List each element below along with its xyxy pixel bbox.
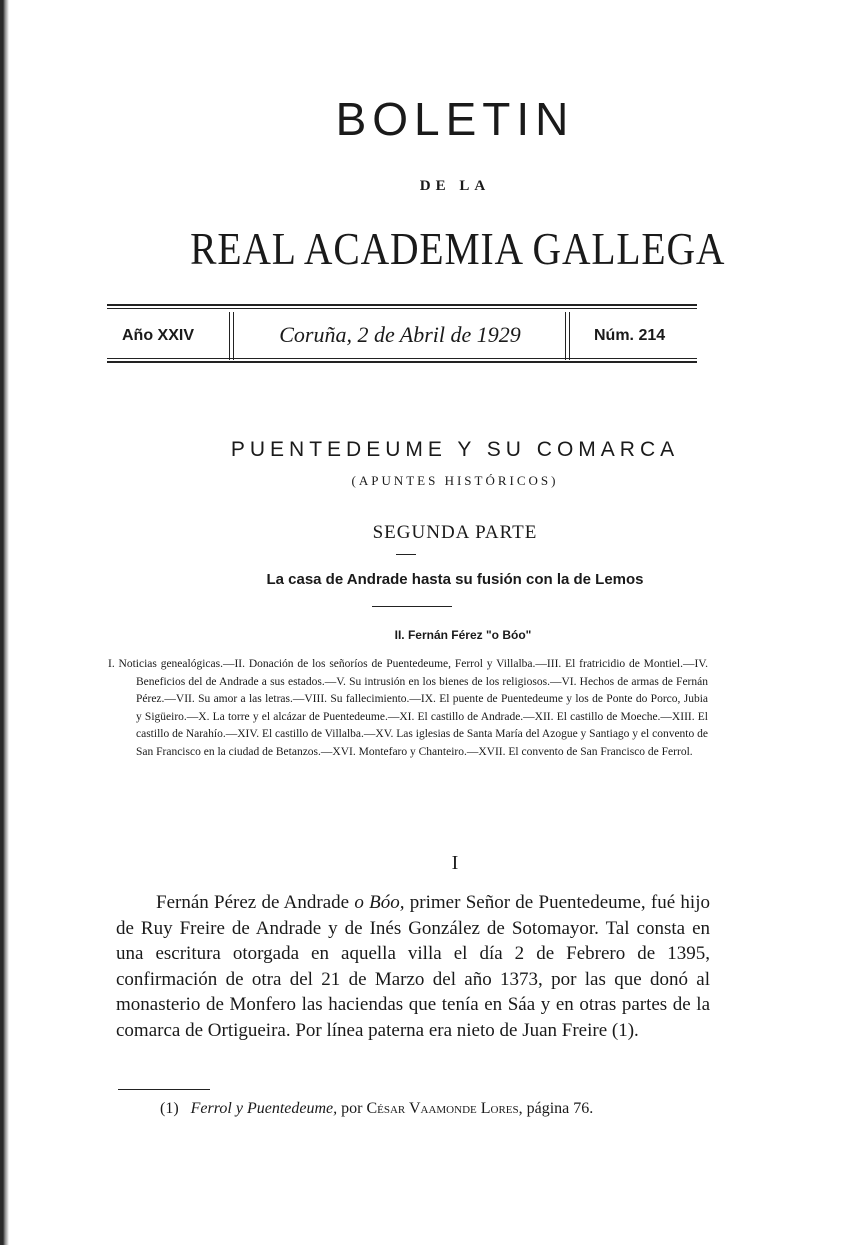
section-numeral: I bbox=[451, 852, 459, 874]
footnote-work: Ferrol y Puentedeume, bbox=[190, 1100, 338, 1117]
article-subtitle: (APUNTES HISTÓRICOS) bbox=[351, 473, 559, 488]
section-title: II. Fernán Férez "o Bóo" bbox=[394, 628, 532, 642]
masthead-bar bbox=[107, 312, 697, 360]
issue-number: Núm. 214 bbox=[594, 327, 666, 344]
footnote-marker: (1) bbox=[160, 1100, 179, 1117]
body-nickname: o Bóo, bbox=[354, 892, 405, 913]
masthead-divider bbox=[229, 312, 234, 360]
footnote bbox=[160, 1100, 720, 1118]
article-title: PUENTEDEUME Y SU COMARCA bbox=[230, 438, 680, 461]
issue-year: Año XXIV bbox=[122, 327, 195, 344]
chapter-summary: I. Noticias genealógicas.—II. Donación de los señoríos de Puentedeume, Ferrol y Villalba.—III. El fratricidio de Montiel.—IV. Beneficios del de Andrade a sus estados.—V. Su intrusión en los bienes de los religiosos.—VI. Hechos de armas de Fernán Pérez.—VII. Su amor a las letras.—VIII. Su fallecimiento.—IX. El puente de Puentedeume y los de Ponte do Porco, Jubia y Sigüeiro.—X. La torre y el alcázar de Puentedeume.—XI. El castillo de Andrade.—XII. El castillo de Moeche.—XIII. El castillo de Narahío.—XIV. El castillo de Villalba.—XV. Las iglesias de Santa María del Azogue y Santiago y el convento de San Francisco en la ciudad de Betanzos.—XVI. Montefaro y Chanteiro.—XVII. El convento de San Francisco de Ferrol. bbox=[108, 658, 708, 758]
bulletin-connector: DE LA bbox=[419, 178, 491, 194]
masthead-divider bbox=[565, 312, 570, 360]
masthead-rule-bottom-thin bbox=[107, 358, 697, 359]
bulletin-title: BOLETIN bbox=[335, 93, 575, 145]
chapter-title: La casa de Andrade hasta su fusión con la de Lemos bbox=[266, 571, 644, 588]
body-text-start: Fernán Pérez de Andrade bbox=[156, 892, 355, 913]
part-rule bbox=[396, 554, 416, 555]
footnote-author: César Vaamonde Lores bbox=[366, 1100, 519, 1117]
masthead-rule-top bbox=[107, 304, 697, 306]
masthead-rule-bottom bbox=[107, 361, 697, 363]
chapter-rule bbox=[372, 606, 452, 607]
masthead-rule-top-thin bbox=[107, 308, 697, 309]
part-heading: SEGUNDA PARTE bbox=[372, 522, 538, 543]
binding-edge bbox=[0, 0, 9, 1245]
issue-date: Coruña, 2 de Abril de 1929 bbox=[279, 322, 521, 347]
body-paragraph bbox=[116, 890, 710, 1043]
academy-name: REAL ACADEMIA GALLEGA bbox=[190, 223, 726, 274]
footnote-rule bbox=[118, 1089, 210, 1090]
footnote-by: por bbox=[337, 1100, 367, 1117]
body-text-rest: primer Señor de Puentedeume, fué hijo de Ruy Freire de Andrade y de Inés González de Sotomayor. Tal consta en una escritura otorgada en aquella villa el día 2 de Febrero de 1395, confirmación de otra del 21 de Marzo del año 1373, por las que donó al monasterio de Monfero las haciendas que tenía en Sáa y en otras partes de la comarca de Ortigueira. Por línea paterna era nieto de Juan Freire (1). bbox=[116, 892, 710, 1041]
footnote-page: , página 76. bbox=[518, 1100, 594, 1117]
